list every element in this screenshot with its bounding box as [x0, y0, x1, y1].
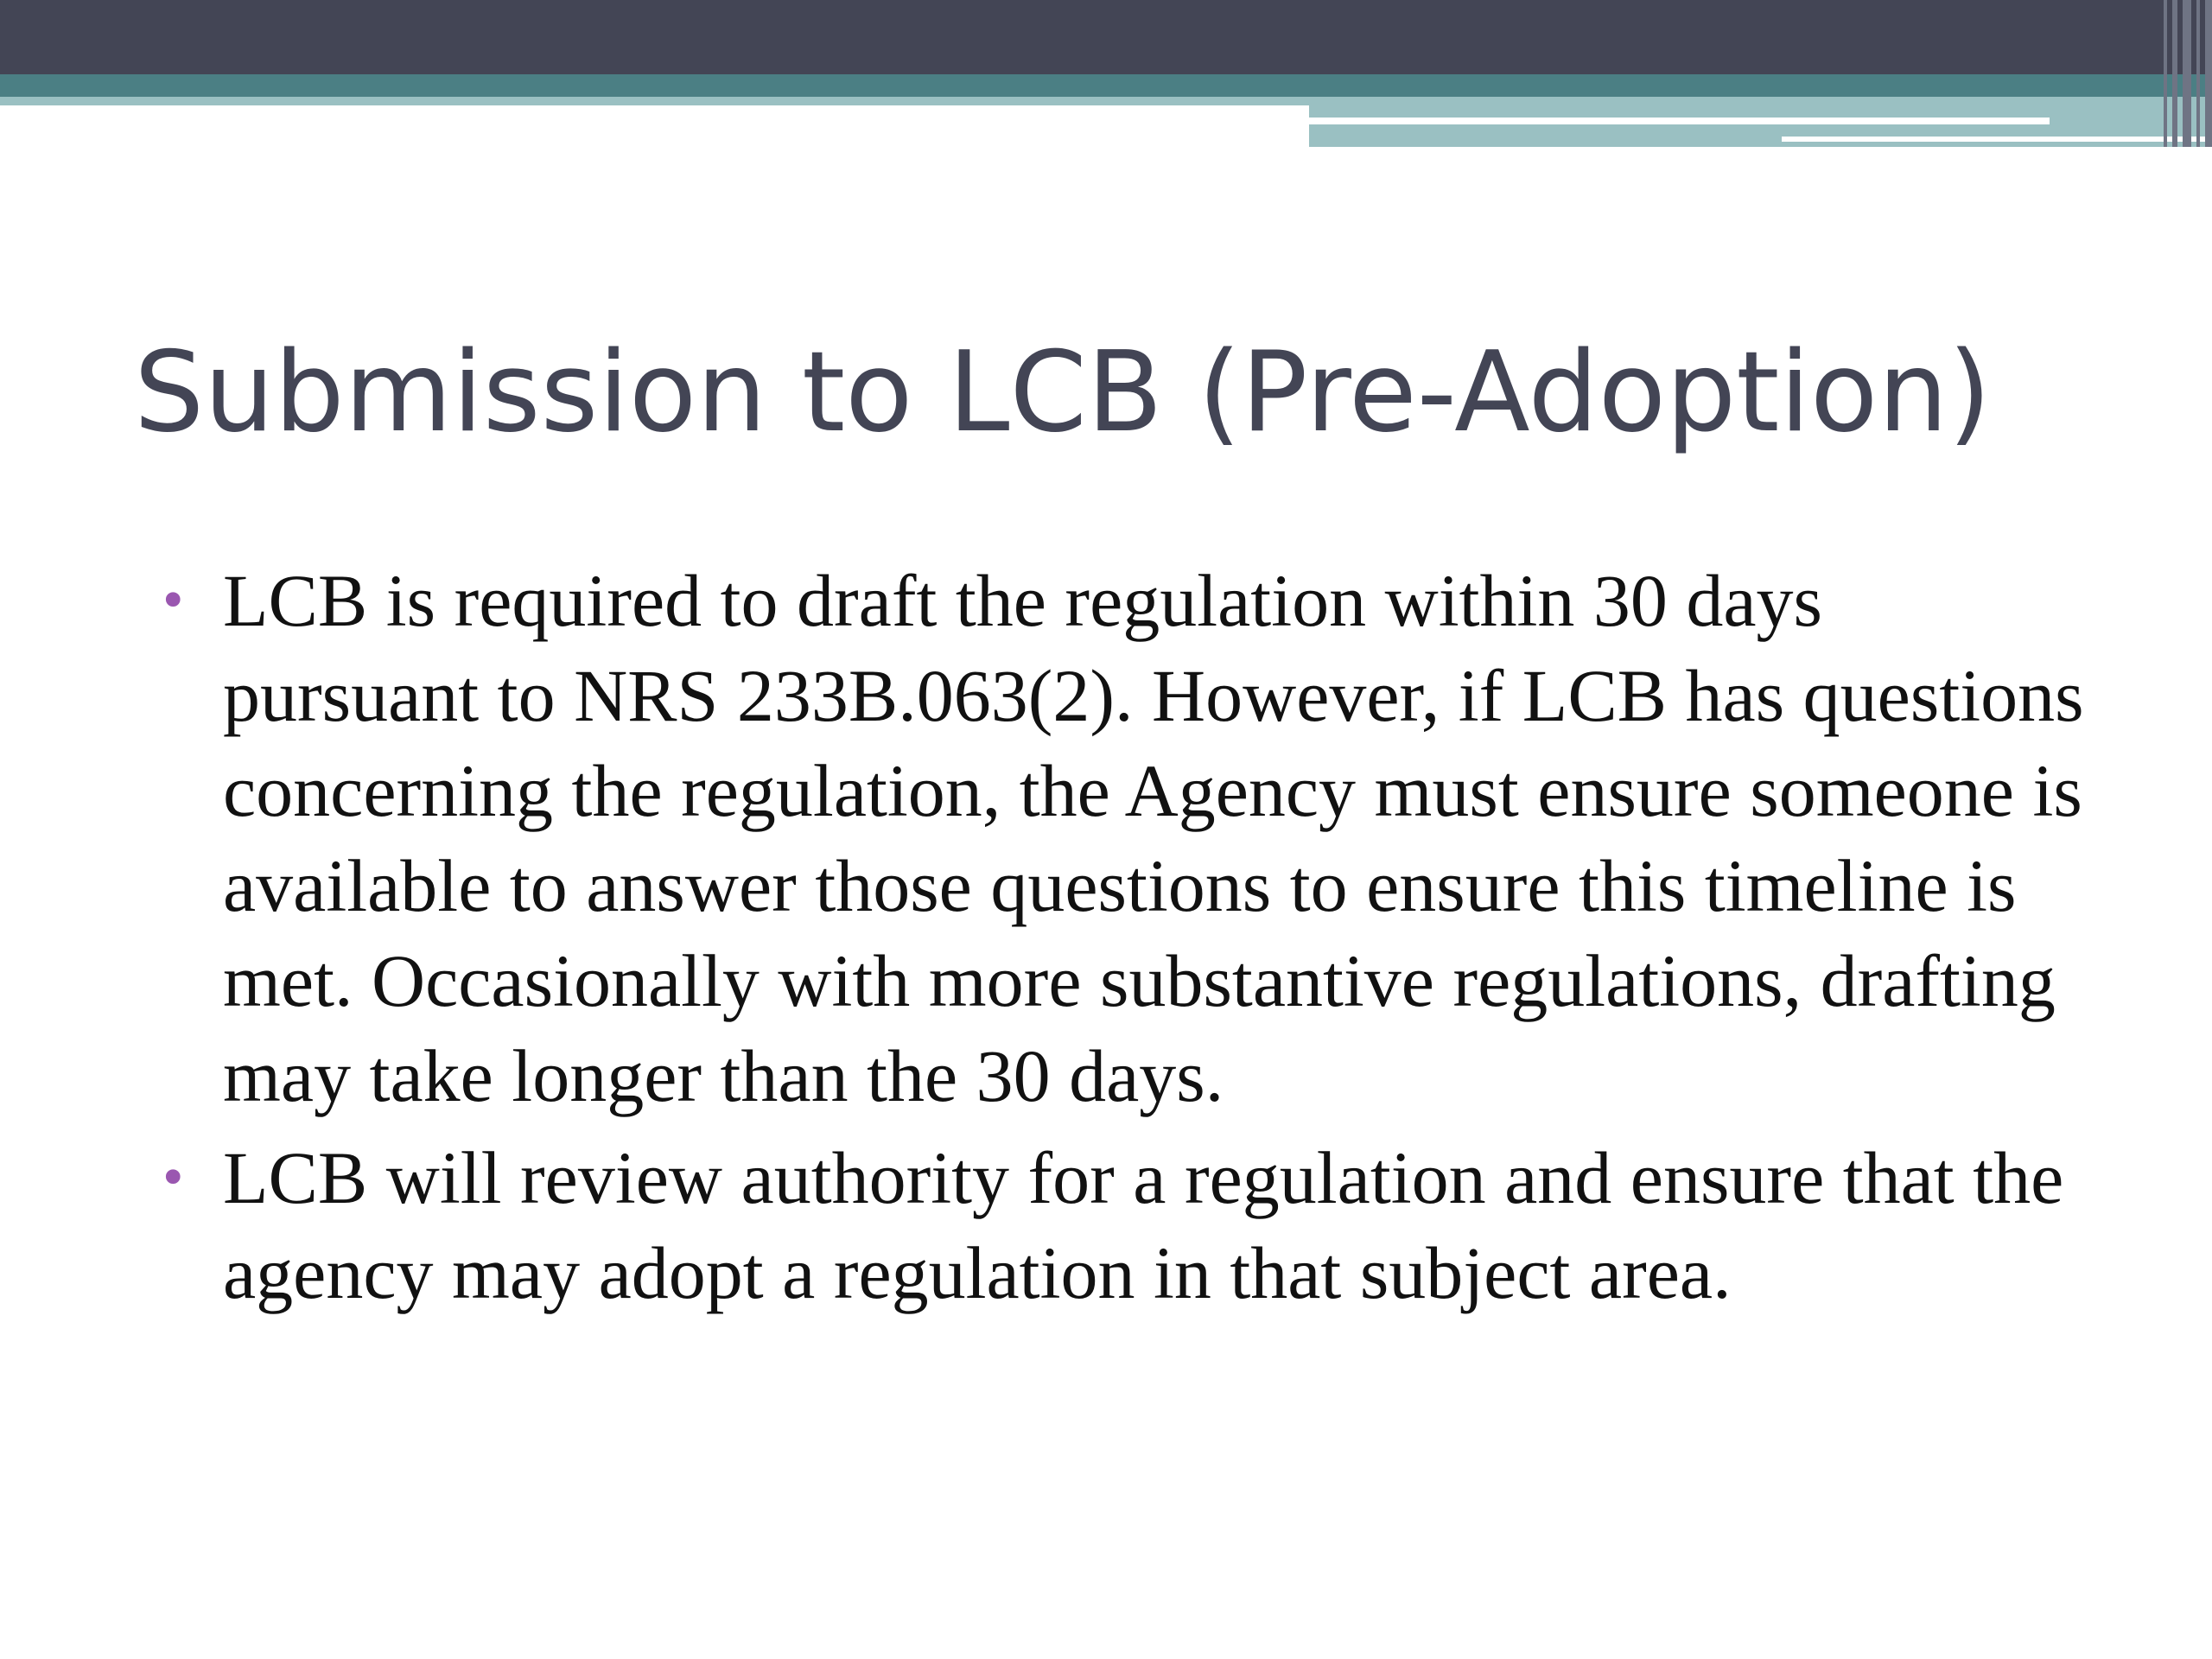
bullet-text: LCB will review authority for a regulation and ensure that the agency may adopt a regulation in that subject area. — [223, 1136, 2064, 1314]
header-teal-band — [0, 74, 2212, 97]
header-decoration — [0, 0, 2212, 147]
bullet-item — [154, 1130, 2089, 1320]
bullet-item — [154, 553, 2089, 1123]
slide-title: Submission to LCB (Pre-Adoption) — [134, 328, 1992, 457]
bullet-list — [154, 553, 2089, 1327]
bullet-marker: • — [162, 567, 184, 633]
bullet-text: LCB is required to draft the regulation within 30 days pursuant to NRS 233B.063(2). However, if LCB has questions concerning the regulation, the Agency must ensure someone is available to answer those questions to ensure this timeline is met. Occasionally with more substantive regulations, drafting may take longer than the 30 days. — [223, 559, 2084, 1117]
header-dark-band — [0, 0, 2212, 74]
bullet-marker: • — [162, 1144, 184, 1211]
header-light-band — [0, 97, 1309, 105]
header-accent-line — [1309, 118, 2050, 124]
header-right-stripes — [2143, 0, 2212, 147]
